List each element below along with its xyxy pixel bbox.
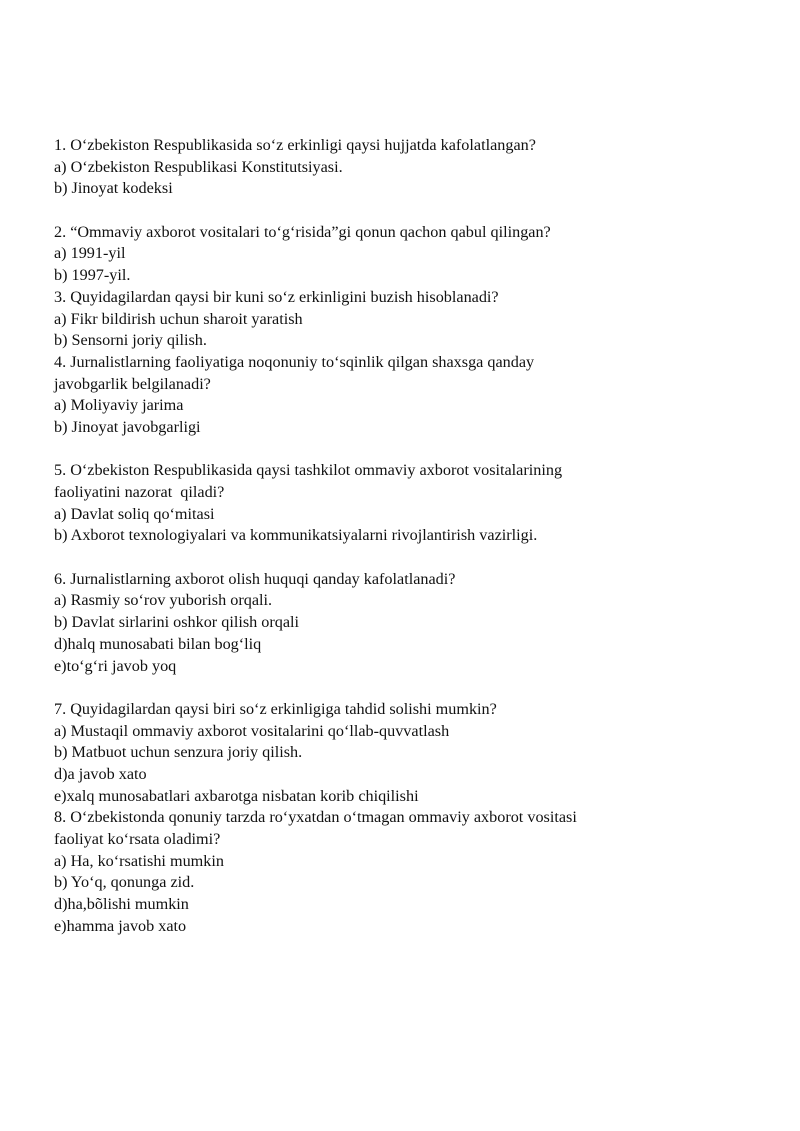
question-8-text-line-1: 8. O‘zbekistonda qonuniy tarzda ro‘yxatdan o‘tmagan ommaviy axborot vositasi [54,808,577,827]
question-3-option-a: a) Fikr bildirish uchun sharoit yaratish [54,309,303,328]
question-5-option-a: a) Davlat soliq qo‘mitasi [54,504,215,523]
question-6-text: 6. Jurnalistlarning axborot olish huquqi qanday kafolatlanadi? [54,569,456,588]
question-8-option-e: e)hamma javob xato [54,916,187,935]
question-5-text-line-2: faoliyatini nazorat qiladi? [54,483,225,501]
question-8-option-a: a) Ha, ko‘rsatishi mumkin [54,851,224,870]
question-2-option-a: a) 1991-yil [54,244,126,263]
question-4-option-a: a) Moliyaviy jarima [54,396,184,415]
question-3-text: 3. Quyidagilardan qaysi bir kuni so‘z erkinligini buzish hisoblanadi? [54,287,499,306]
question-5-option-b: b) Axborot texnologiyalari va kommunikatsiyalarni rivojlantirish vazirligi. [54,526,538,545]
question-1-option-b: b) Jinoyat kodeksi [54,179,173,198]
question-7-option-d: d)a javob xato [54,764,147,783]
question-2-option-b: b) 1997-yil. [54,266,131,285]
question-4-text-line-2: javobgarlik belgilanadi? [54,374,211,393]
question-5-text-line-1: 5. O‘zbekiston Respublikasida qaysi tashkilot ommaviy axborot vositalarining [54,461,563,480]
question-4-text-line-1: 4. Jurnalistlarning faoliyatiga noqonuniy to‘sqinlik qilgan shaxsga qanday [54,352,535,371]
blank-line [54,200,754,222]
question-7-option-a: a) Mustaqil ommaviy axborot vositalarini qo‘llab-quvvatlash [54,721,450,740]
question-1-text: 1. O‘zbekiston Respublikasida so‘z erkinligi qaysi hujjatda kafolatlangan? [54,136,536,154]
question-4-option-b: b) Jinoyat javobgarligi [54,417,201,436]
question-8-option-b: b) Yo‘q, qonunga zid. [54,873,195,892]
quiz-text [54,135,754,937]
question-6-option-d: d)halq munosabati bilan bog‘liq [54,634,262,653]
question-7-option-b: b) Matbuot uchun senzura joriy qilish. [54,743,303,762]
question-8-text-line-2: faoliyat ko‘rsata oladimi? [54,830,221,848]
question-1-option-a: a) O‘zbekiston Respublikasi Konstitutsiyasi. [54,157,343,176]
question-7-option-e: e)xalq munosabatlari axbarotga nisbatan korib chiqilishi [54,786,419,805]
blank-line [54,439,754,461]
blank-line [54,677,754,699]
question-3-option-b: b) Sensorni joriy qilish. [54,331,207,350]
question-7-text: 7. Quyidagilardan qaysi biri so‘z erkinligiga tahdid solishi mumkin? [54,699,497,718]
question-6-option-a: a) Rasmiy so‘rov yuborish orqali. [54,591,273,610]
question-6-option-e: e)to‘g‘ri javob yoq [54,656,177,675]
blank-line [54,547,754,569]
question-2-text: 2. “Ommaviy axborot vositalari to‘g‘risida”gi qonun qachon qabul qilingan? [54,222,551,241]
question-6-option-b: b) Davlat sirlarini oshkor qilish orqali [54,613,300,632]
question-8-option-d: d)ha,bõlishi mumkin [54,895,189,914]
